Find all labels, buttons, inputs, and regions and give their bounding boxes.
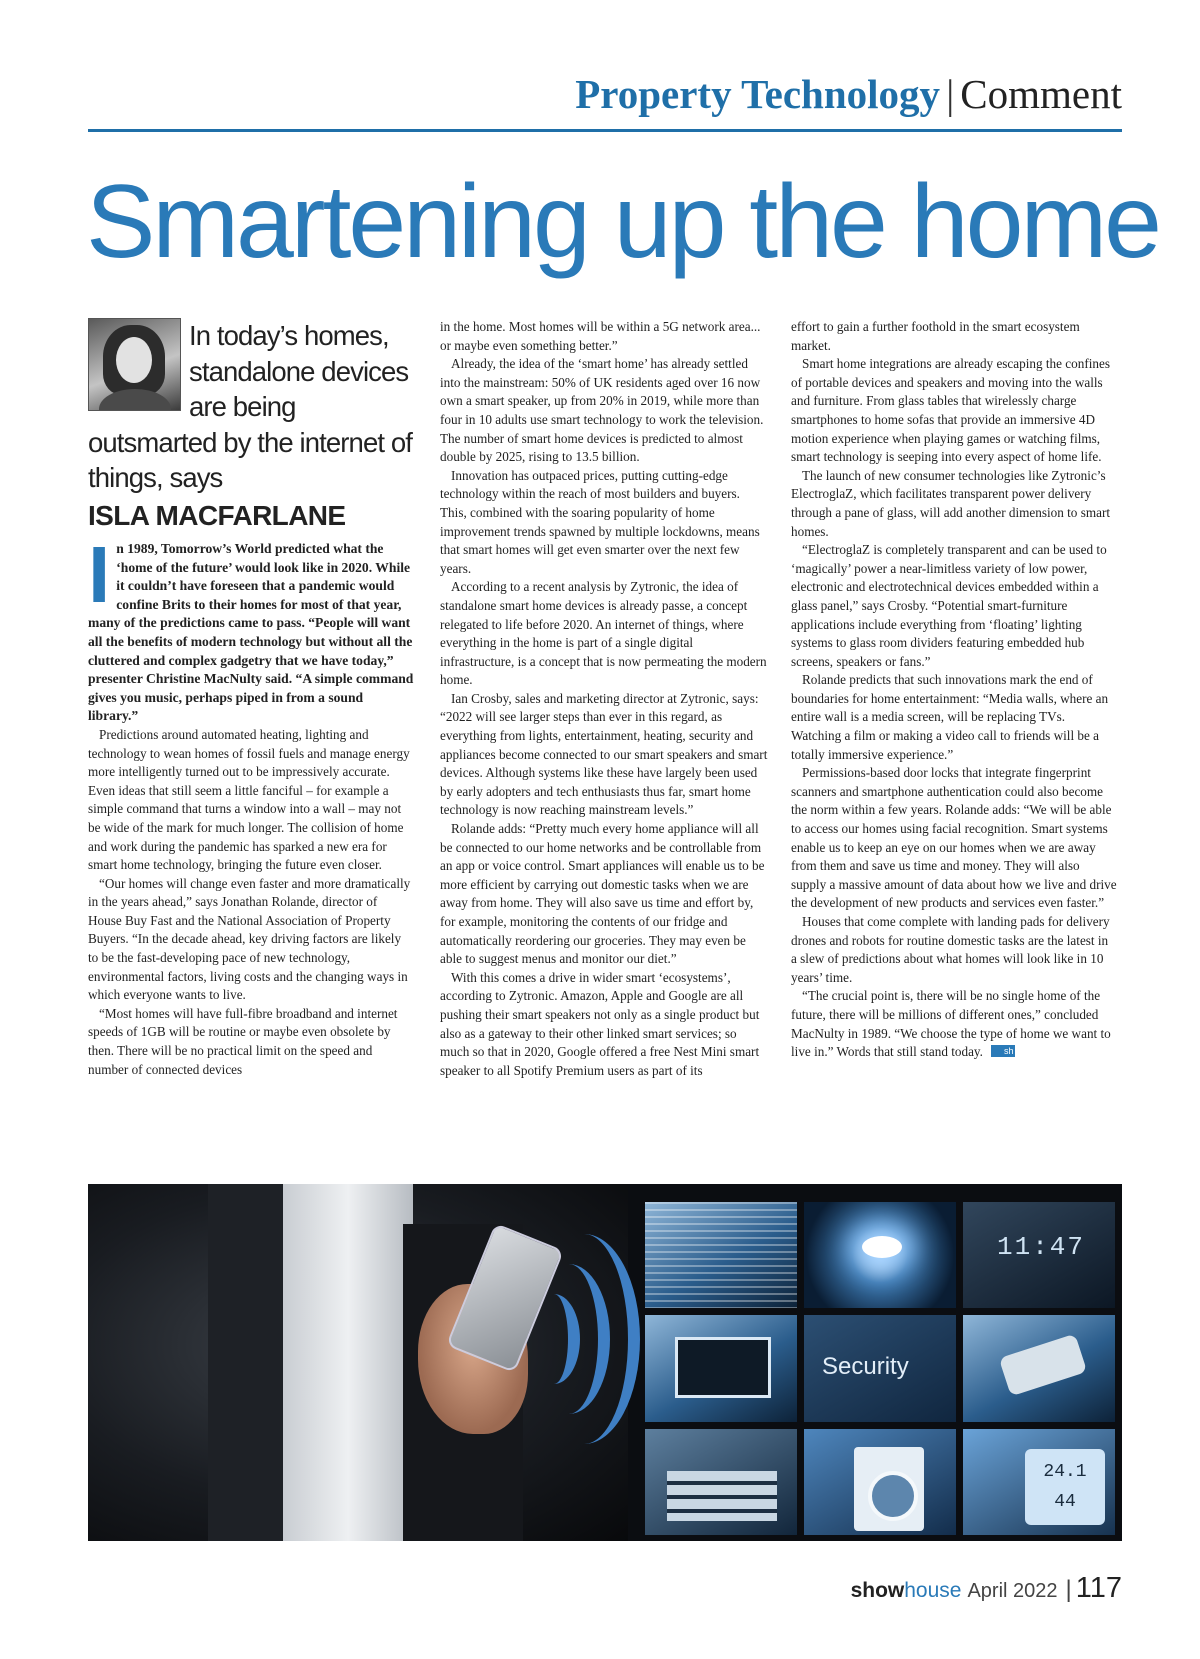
section-header — [575, 70, 1122, 118]
standfirst-text: In today’s homes, standalone devices are being outsmarted by the internet of things, says — [88, 320, 412, 493]
author-name: ISLA MACFARLANE — [88, 499, 346, 531]
brand-show: show — [850, 1579, 905, 1602]
smart-home-tiles — [645, 1202, 1115, 1535]
security-camera-tile — [963, 1315, 1115, 1421]
footer-separator: | — [1065, 1576, 1072, 1603]
television-tile — [645, 1315, 797, 1421]
header-rule — [88, 129, 1122, 132]
stereo-tile — [645, 1429, 797, 1535]
body-paragraph: Smart home integrations are already escaping the confines of portable devices and speakers and moving into the walls and furniture. From glass tables that wirelessly charge smartphones to home sofas that provide an immersive 4D motion experience when playing games or watching films, smart technology is seeping into every aspect of home life. — [791, 356, 1110, 465]
body-paragraph: in the home. Most homes will be within a 5G network area... or maybe even something better.” — [440, 319, 761, 353]
body-paragraph: Already, the idea of the ‘smart home’ has already settled into the mainstream: 50% of UK residents aged over 16 now own a smart speaker, up from 20% in 2019, while more than four in 10 adults use smart technology to work the television. The number of smart home devices is predicted to almost double by 2025, rising to 13.5 billion. — [440, 356, 764, 465]
column-2 — [440, 318, 768, 1080]
issue-date: April 2022 — [967, 1580, 1058, 1602]
body-paragraph: “ElectroglaZ is completely transparent and can be used to ‘magically’ power a near-limitless variety of low power, electronic and electrotechnical devices embedded within a glass panel,” says Crosby. “Potential smart-furniture applications include everything from ‘floating’ lighting systems to glass room dividers featuring embedded hub screens, speakers or fans.” — [791, 542, 1107, 669]
thermostat-display — [1025, 1449, 1105, 1525]
window-blinds-tile — [645, 1202, 797, 1308]
section-separator: | — [946, 71, 955, 117]
body-paragraph: effort to gain a further foothold in the smart ecosystem market. — [791, 319, 1080, 353]
column-3 — [791, 318, 1117, 1062]
washing-machine-tile — [804, 1429, 956, 1535]
body-paragraph: “Our homes will change even faster and more dramatically in the years ahead,” says Jonathan Rolande, director of House Buy Fast and the National Association of Property Buyers. “In the decade ahead, key driving factors are likely to be the fast-developing pace of new technology, environmental factors, living costs and the changing ways in which everyone wants to live. — [88, 875, 411, 1003]
body-paragraph: Predictions around automated heating, lighting and technology to wean homes of fossil fuels and manage energy more intelligently turned out to be impressively accurate. Even ideas that still seem a little fanciful – for example a simple command that turns a window into a wall – may not be wide of the mark for much longer. The collision of home and work during the pandemic has sparked a new era for smart home technology, bringing the future even closer. — [88, 726, 410, 873]
final-paragraph-text: “The crucial point is, there will be no single home of the future, there will be millions of different ones,” concluded MacNulty in 1989. “We choose the type of home we want to live in.” Words that still stand today. — [791, 988, 1111, 1060]
clock-readout: 11:47 — [997, 1232, 1086, 1262]
ceiling-light-tile — [804, 1202, 956, 1308]
column-1 — [88, 318, 414, 1079]
person-with-phone-image — [88, 1184, 628, 1541]
intro-paragraph — [88, 530, 414, 726]
thermostat-tile — [963, 1429, 1115, 1535]
thermo-humidity: 44 — [1054, 1491, 1076, 1512]
author-photo — [88, 318, 181, 411]
intro-text: n 1989, Tomorrow’s World predicted what the ‘home of the future’ would look like in 2020. While it couldn’t have foreseen that a pandemic would confine Brits to their homes for most of that year, many of the predictions came to pass. “People will want all the benefits of modern technology but without all the cluttered and complex gadgetry that we have today,” presenter Christine MacNulty said. “A simple command gives you music, perhaps piped in from a sound library.” — [88, 541, 414, 724]
body-paragraph: Permissions-based door locks that integrate fingerprint scanners and smartphone authentication could also become the norm within a few years. Rolande adds: “We will be able to access our homes using facial recognition. Smart systems enable us to keep an eye on our homes when we are away from them and save us time and money. They will also supply a massive amount of data about how we live and drive the development of new products and services even faster.” — [791, 765, 1117, 911]
body-paragraph: Rolande predicts that such innovations mark the end of boundaries for home entertainment: “Media walls, where an entire wall is a media screen, will be replacing TVs. Watching a film or making a video call to friends will be a totally immersive experience.” — [791, 672, 1109, 762]
standfirst — [88, 318, 414, 531]
washing-machine-icon — [854, 1447, 924, 1531]
security-label: Security — [822, 1353, 909, 1381]
body-paragraph: Ian Crosby, sales and marketing director at Zytronic, says: “2022 will see larger steps than ever in this regard, as everything from lights, entertainment, heating, security and appliances become connected to our smart speakers and smart devices. Although systems like these have largely been used by early adopters and tech enthusiasts thus far, smart home technology is now reaching mainstream levels.” — [440, 690, 768, 818]
body-paragraph: According to a recent analysis by Zytronic, the idea of standalone smart home devices is already passe, a concept relegated to life before 2020. An internet of things, where everything in the home is part of a single digital infrastructure, is a concept that is now permeating the modern home. — [440, 579, 767, 688]
body-paragraph: Rolande adds: “Pretty much every home appliance will all be connected to our home networks and be controllable from an app or voice control. Smart appliances will enable us to be more efficient by carrying out domestic tasks when we are away from home. They will also save us time and effort by, for example, monitoring the contents of our fridge and automatically reordering our groceries. They may even be able to suggest menus and monitor our diet.” — [440, 821, 765, 967]
body-paragraph: The launch of new consumer technologies like Zytronic’s ElectroglaZ, which facilitates transparent power delivery through a pane of glass, will add another dimension to smart homes. — [791, 467, 1110, 539]
thermo-temperature: 24.1 — [1043, 1461, 1087, 1482]
camera-icon — [999, 1334, 1087, 1397]
drop-cap: I — [88, 530, 111, 619]
body-paragraph: “Most homes will have full-fibre broadband and internet speeds of 1GB will be routine or maybe even obsolete by then. There will be no practical limit on the speed and number of connected devices — [88, 1005, 398, 1077]
page-number: 117 — [1075, 1572, 1122, 1604]
headline: Smartening up the home — [86, 164, 1159, 280]
body-paragraph — [791, 987, 1117, 1061]
body-paragraph: With this comes a drive in wider smart ‘ecosystems’, according to Zytronic. Amazon, Apple and Google are all pushing their smart speakers not only as a single product but also as a gateway to their other linked smart services; so much so that in 2020, Google offered a free Nest Mini smart speaker to all Spotify Premium users as part of its — [440, 969, 760, 1078]
end-mark-icon: sh — [991, 1045, 1016, 1057]
body-paragraph: Innovation has outpaced prices, putting cutting-edge technology within the reach of most builders and buyers. This, combined with the soaring popularity of home improvement trends spawned by multiple lockdowns, means that smart homes will get even smarter over the next few years. — [440, 467, 760, 576]
feature-image — [88, 1184, 1122, 1541]
brand-house: house — [904, 1579, 962, 1602]
page-footer — [851, 1572, 1122, 1605]
security-screen-tile — [804, 1315, 956, 1421]
section-name: Property Technology — [575, 71, 941, 117]
digital-clock-tile — [963, 1202, 1115, 1308]
section-type: Comment — [960, 71, 1122, 117]
body-paragraph: Houses that come complete with landing pads for delivery drones and robots for routine domestic tasks are the latest in a slew of predictions about what homes will look like in 10 years’ time. — [791, 914, 1110, 985]
